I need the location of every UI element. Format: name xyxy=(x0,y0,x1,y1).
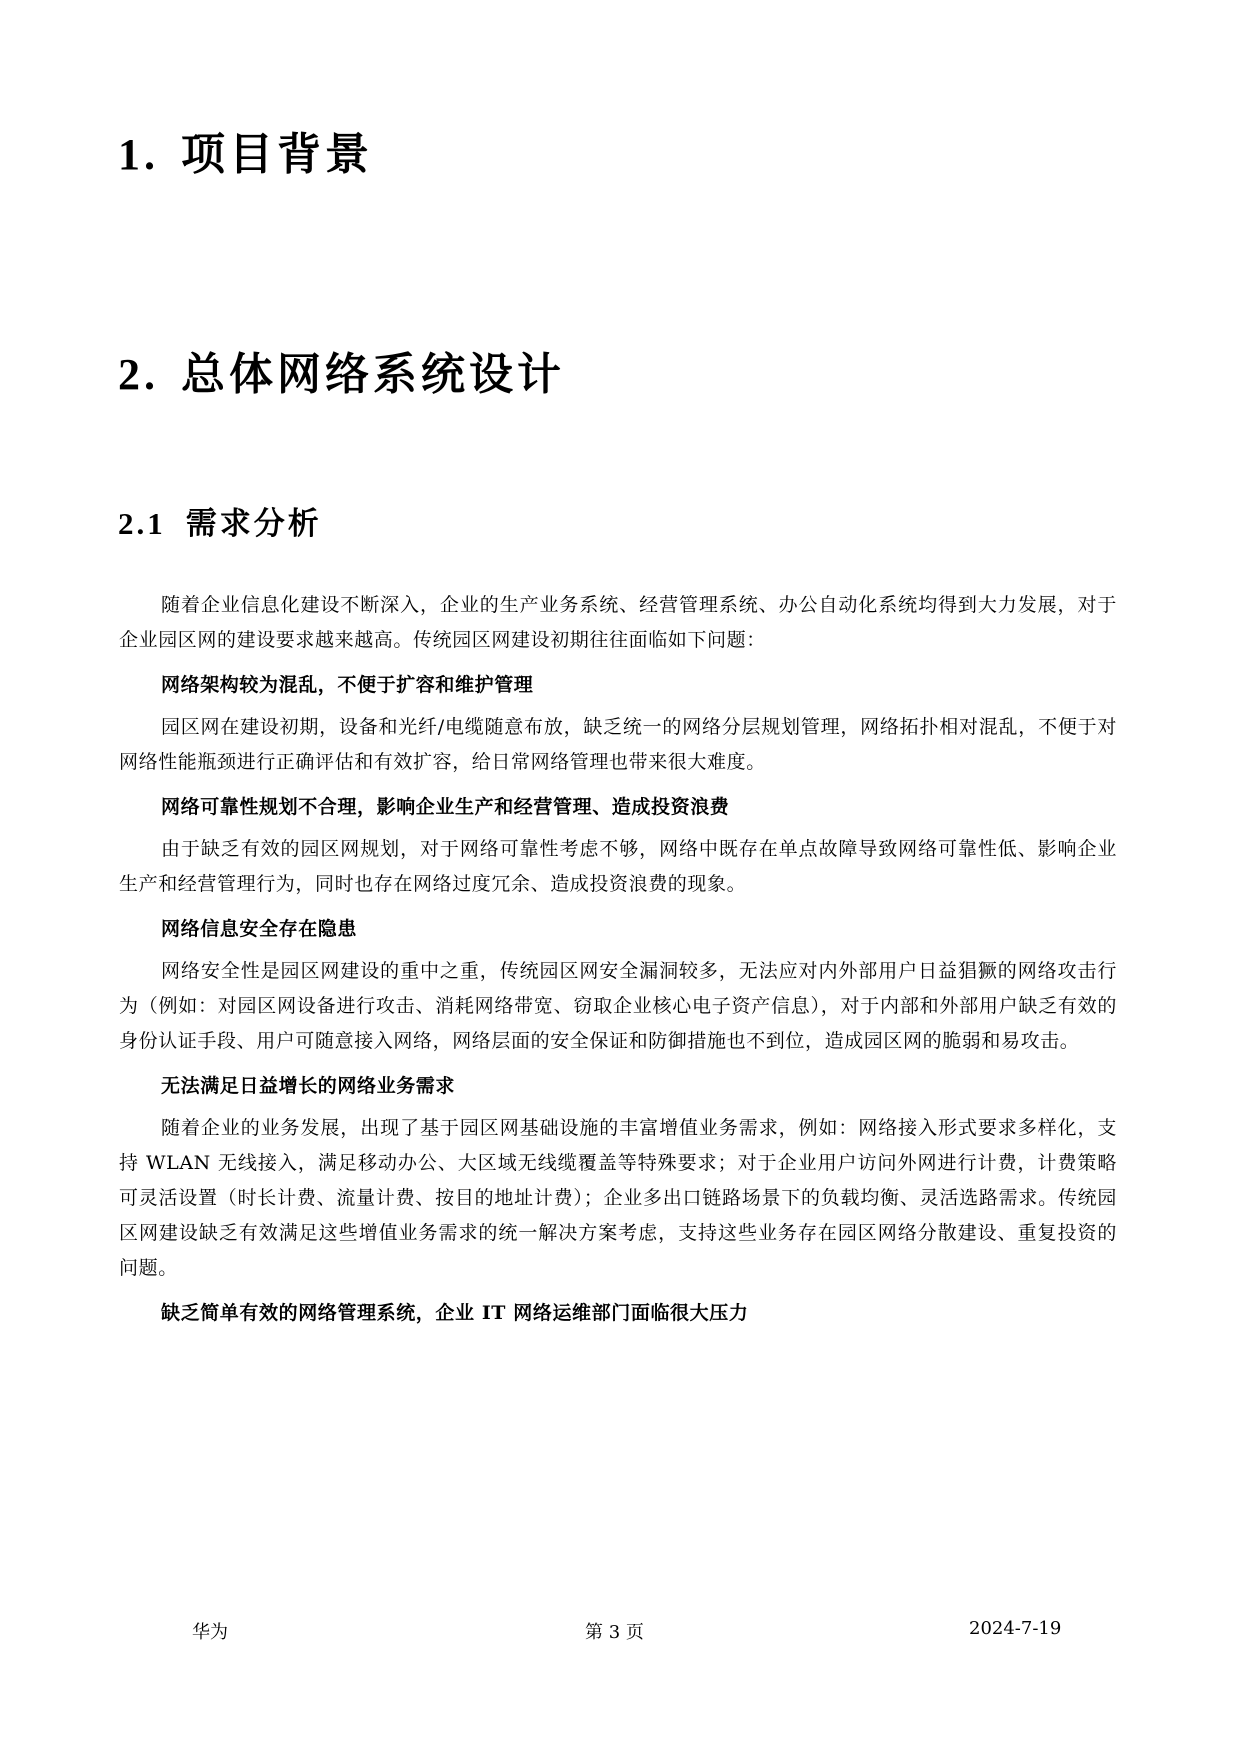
issue-heading: 缺乏简单有效的网络管理系统，企业 IT 网络运维部门面临很大压力 xyxy=(161,1302,749,1324)
footer-company: 华为 xyxy=(192,1622,228,1643)
heading-title: 总体网络系统设计 xyxy=(181,349,565,400)
issue-paragraph: 园区网在建设初期，设备和光纤/电缆随意布放，缺乏统一的网络分层规划管理，网络拓扑相对混乱，不便于对网络性能瓶颈进行正确评估和有效扩容，给日常网络管理也带来很大难度。 xyxy=(119,716,1117,773)
issue-heading: 网络可靠性规划不合理，影响企业生产和经营管理、造成投资浪费 xyxy=(161,796,730,818)
heading-number: 1. xyxy=(118,130,159,179)
issue-heading: 网络架构较为混乱，不便于扩容和维护管理 xyxy=(161,674,534,696)
heading-project-background xyxy=(118,118,373,182)
body-content xyxy=(119,588,1117,1338)
intro-paragraph: 随着企业信息化建设不断深入，企业的生产业务系统、经营管理系统、办公自动化系统均得到大力发展，对于企业园区网的建设要求越来越高。传统园区网建设初期往往面临如下问题： xyxy=(119,594,1117,651)
issue-paragraph: 由于缺乏有效的园区网规划，对于网络可靠性考虑不够，网络中既存在单点故障导致网络可靠性低、影响企业生产和经营管理行为，同时也存在网络过度冗余、造成投资浪费的现象。 xyxy=(119,838,1117,895)
heading-requirements-analysis xyxy=(118,498,322,543)
heading-title: 需求分析 xyxy=(185,506,322,542)
heading-number: 2.1 xyxy=(118,506,166,541)
issue-paragraph: 网络安全性是园区网建设的重中之重，传统园区网安全漏洞较多，无法应对内外部用户日益猖獗的网络攻击行为（例如：对园区网设备进行攻击、消耗网络带宽、窃取企业核心电子资产信息），对于内部和外部用户缺乏有效的身份认证手段、用户可随意接入网络，网络层面的安全保证和防御措施也不到位，造成园区网的脆弱和易攻击。 xyxy=(119,960,1117,1052)
footer-page-number: 第 3 页 xyxy=(585,1622,644,1643)
issue-heading: 网络信息安全存在隐患 xyxy=(161,918,358,940)
heading-title: 项目背景 xyxy=(181,129,373,180)
issue-heading: 无法满足日益增长的网络业务需求 xyxy=(161,1075,456,1097)
heading-network-design xyxy=(118,338,565,402)
issue-paragraph: 随着企业的业务发展，出现了基于园区网基础设施的丰富增值业务需求，例如：网络接入形式要求多样化，支持 WLAN 无线接入，满足移动办公、大区域无线缆覆盖等特殊要求；对于企业用户访问外网进行计费，计费策略可灵活设置（时长计费、流量计费、按目的地址计费）；企业多出口链路场景下的负载均衡、灵活选路需求。传统园区网建设缺乏有效满足这些增值业务需求的统一解决方案考虑，支持这些业务存在园区网络分散建设、重复投资的问题。 xyxy=(119,1117,1117,1279)
footer-date: 2024-7-19 xyxy=(969,1618,1062,1639)
heading-number: 2. xyxy=(118,350,159,399)
